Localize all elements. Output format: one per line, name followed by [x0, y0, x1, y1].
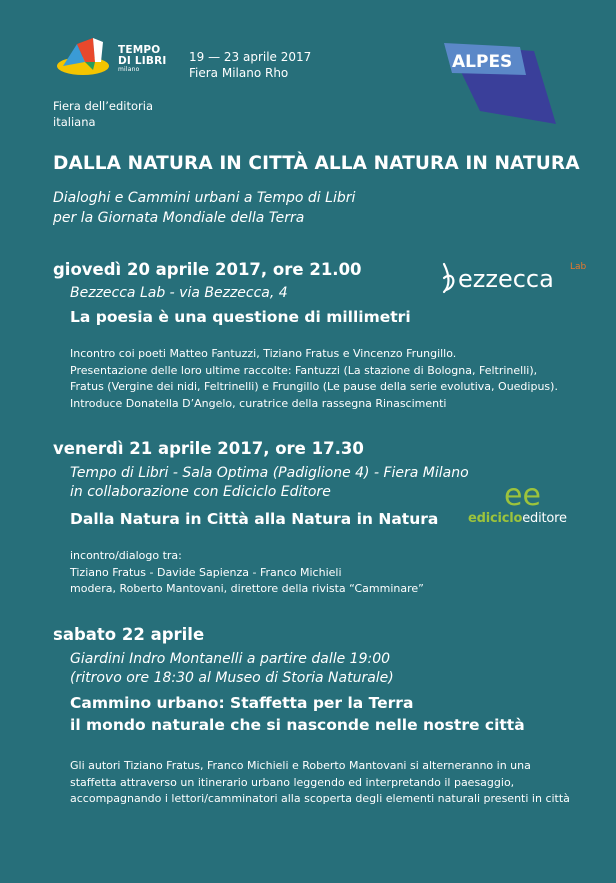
ediciclo-word-2: editore [522, 511, 567, 526]
bezzecca-lab-logo [440, 256, 595, 296]
event-title [70, 508, 438, 530]
event-description [70, 758, 570, 808]
description-line: Presentazione delle loro ultime raccolte: Fantuzzi (La stazione di Bologna, Feltrinelli), [70, 363, 538, 377]
event-location-line: in collaborazione con Ediciclo Editore [70, 484, 331, 500]
page-title: DALLA NATURA IN CITTÀ ALLA NATURA IN NATURA [53, 153, 580, 174]
description-line: Fratus (Vergine dei nidi, Feltrinelli) e Frungillo (Le pause della serie evolutiva, Ouedipus). [70, 380, 558, 393]
description-line: accompagnando i lettori/camminatori alla scoperta degli elementi naturali presenti in città [70, 792, 570, 805]
event-venue-line: Fiera Milano Rho [189, 66, 289, 80]
event-date: giovedì 20 aprile 2017, ore 21.00 [53, 260, 362, 279]
event-location [70, 464, 469, 502]
event-title-line: La poesia è una questione di millimetri [70, 308, 411, 326]
subtitle-line: Dialoghi e Cammini urbani a Tempo di Libri [53, 190, 356, 206]
event-title-line: Dalla Natura in Città alla Natura in Natura [70, 510, 439, 528]
ediciclo-mark: ee [504, 478, 541, 513]
event-title-line: il mondo naturale che si nasconde nelle nostre città [70, 716, 525, 734]
description-line: Gli autori Tiziano Fratus, Franco Michieli e Roberto Mantovani si alterneranno in una [70, 759, 531, 772]
event-location-line: Tempo di Libri - Sala Optima (Padiglione 4) - Fiera Milano [70, 465, 469, 481]
event-description [70, 548, 424, 598]
event-date: sabato 22 aprile [53, 625, 205, 644]
fiera-label [53, 98, 153, 130]
event-location-line: (ritrovo ore 18:30 al Museo di Storia Naturale) [70, 670, 394, 686]
event-date: venerdì 21 aprile 2017, ore 17.30 [53, 439, 364, 458]
event-dates-line: 19 — 23 aprile 2017 [189, 50, 312, 64]
tempo-di-libri-logo [55, 32, 115, 80]
description-line: Tiziano Fratus - Davide Sapienza - Franco Michieli [70, 565, 342, 579]
event-title [70, 692, 525, 736]
bezzecca-lab: Lab [570, 262, 587, 272]
description-line: Introduce Donatella D’Angelo, curatrice della rassegna Rinascimenti [70, 396, 447, 410]
event-dates [189, 49, 311, 81]
logo-line-3: milano [118, 66, 140, 73]
event-location [70, 650, 394, 688]
event-title [70, 306, 411, 328]
subtitle-line: per la Giornata Mondiale della Terra [53, 210, 305, 226]
ediciclo-word-1: ediciclo [468, 511, 523, 526]
page-subtitle [53, 188, 355, 228]
fiera-line-1: Fiera dell’editoria [53, 99, 153, 113]
description-line: Incontro coi poeti Matteo Fantuzzi, Tiziano Fratus e Vincenzo Frungillo. [70, 347, 457, 360]
event-title-line: Cammino urbano: Staffetta per la Terra [70, 694, 414, 712]
alpes-label: ALPES [452, 52, 513, 72]
event-location-line: Giardini Indro Montanelli a partire dalle 19:00 [70, 651, 391, 667]
event-description [70, 346, 558, 412]
description-line: incontro/dialogo tra: [70, 549, 182, 562]
logo-line-1: TEMPO [118, 44, 161, 56]
description-line: staffetta attraverso un itinerario urbano leggendo ed interpretando il paesaggio, [70, 775, 515, 789]
logo-line-2: DI LIBRI [118, 54, 167, 67]
description-line: modera, Roberto Mantovani, direttore della rivista “Camminare” [70, 582, 424, 595]
alpes-logo [442, 29, 557, 124]
tempo-di-libri-wordmark [118, 45, 166, 74]
ediciclo-logo-mark [466, 475, 592, 535]
bezzecca-name: ezzecca [458, 265, 554, 293]
fiera-line-2: italiana [53, 115, 96, 129]
ediciclo-wordmark [468, 511, 567, 526]
event-location [70, 284, 288, 303]
event-location-line: Bezzecca Lab - via Bezzecca, 4 [70, 285, 288, 301]
